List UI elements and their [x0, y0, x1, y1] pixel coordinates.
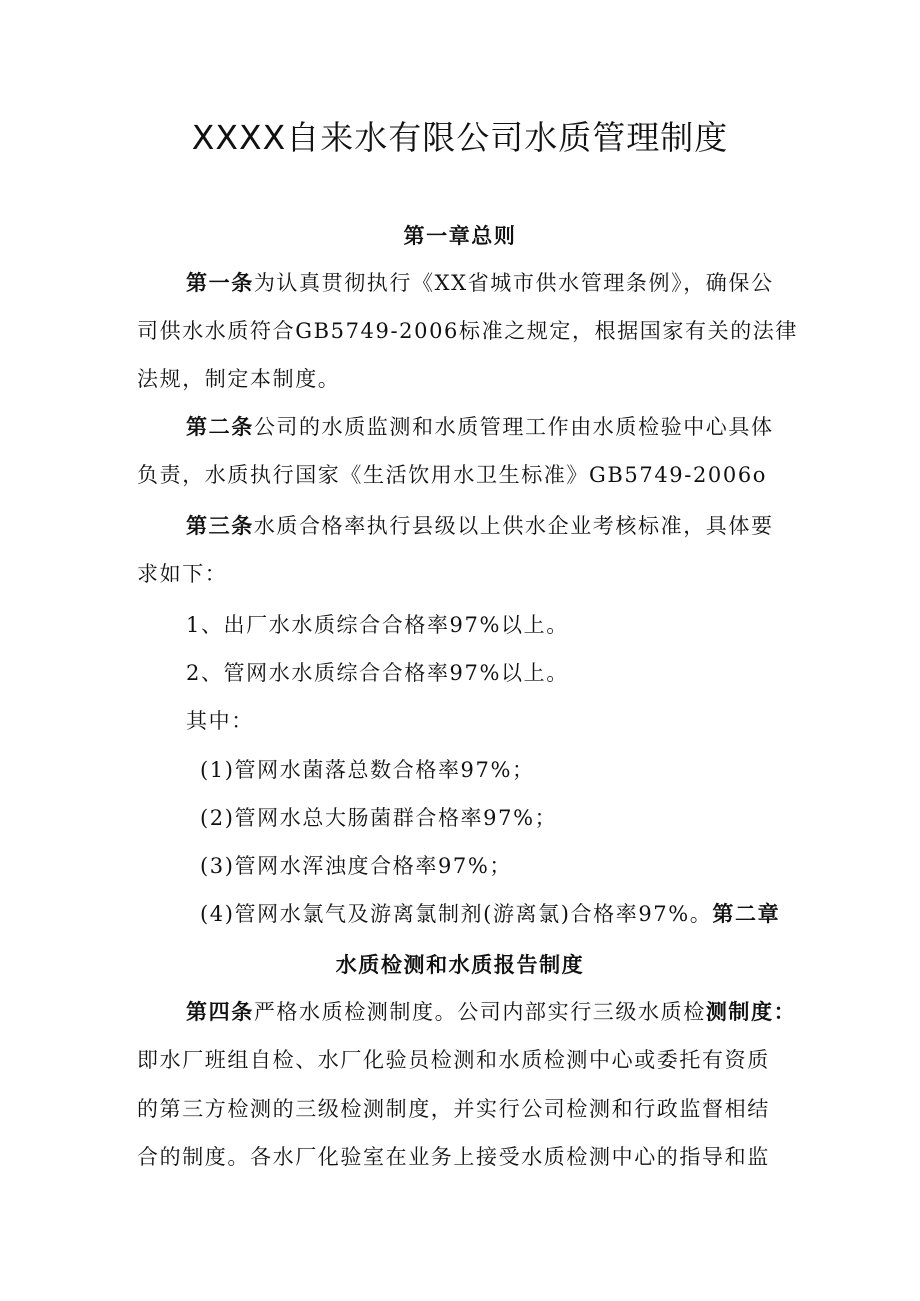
article-2-text: 公司的水质监测和水质管理工作由水质检验中心具体 — [253, 415, 774, 439]
sub-item: (1)管网水菌落总数合格率97%； — [200, 758, 535, 782]
sub-item: (2)管网水总大肠菌群合格率97%； — [200, 806, 558, 830]
chapter-2-heading-part-1: 第二章 — [712, 902, 781, 926]
article-3-label: 第三条 — [186, 514, 254, 538]
chapter-2-heading-part-2: 水质检测和水质报告制度 — [335, 953, 585, 977]
qizhong-label: 其中： — [186, 709, 254, 733]
article-4-label: 第四条 — [186, 1000, 254, 1024]
list-item: 2、管网水水质综合合格率97%以上。 — [186, 661, 569, 685]
article-4-line-2: 即水厂班组自检、水厂化验员检测和水质检测中心或委托有资质 — [137, 1048, 770, 1072]
article-4-line-3: 的第三方检测的三级检测制度，并实行公司检测和行政监督相结 — [137, 1097, 770, 1121]
article-1-line-1 — [186, 268, 846, 298]
article-3-line-2: 求如下： — [137, 562, 228, 586]
article-3-line-1 — [186, 511, 846, 541]
article-1-text: 为认真贯彻执行《XX省城市供水管理条例》，确保公 — [253, 271, 774, 295]
article-1-label: 第一条 — [186, 271, 254, 295]
sub-item: (4)管网水氯气及游离氯制剂(游离氯)合格率97%。 — [200, 902, 713, 926]
article-4-line-1 — [186, 997, 846, 1027]
chapter-1-heading: 第一章总则 — [403, 224, 517, 248]
article-4-line-4: 合的制度。各水厂化验室在业务上接受水质检测中心的指导和监 — [137, 1145, 770, 1169]
article-4-text-bold: 测制度： — [705, 1000, 797, 1024]
sub-item-with-chapter — [200, 899, 860, 929]
list-item: 1、出厂水水质综合合格率97%以上。 — [186, 613, 569, 637]
article-1-line-3: 法规，制定本制度。 — [137, 367, 341, 391]
article-3-text: 水质合格率执行县级以上供水企业考核标准，具体要 — [253, 514, 774, 538]
sub-item: (3)管网水浑浊度合格率97%； — [200, 854, 513, 878]
article-4-text: 严格水质检测制度。公司内部实行三级水质检 — [253, 1000, 706, 1024]
article-2-line-1 — [186, 412, 846, 442]
article-2-label: 第二条 — [186, 415, 254, 439]
document-title: XXXX自来水有限公司水质管理制度 — [191, 118, 729, 157]
article-2-line-2: 负责，水质执行国家《生活饮用水卫生标准》GB5749-2006o — [137, 463, 768, 487]
article-1-line-2: 司供水水质符合GB5749-2006标准之规定，根据国家有关的法律 — [137, 319, 798, 343]
